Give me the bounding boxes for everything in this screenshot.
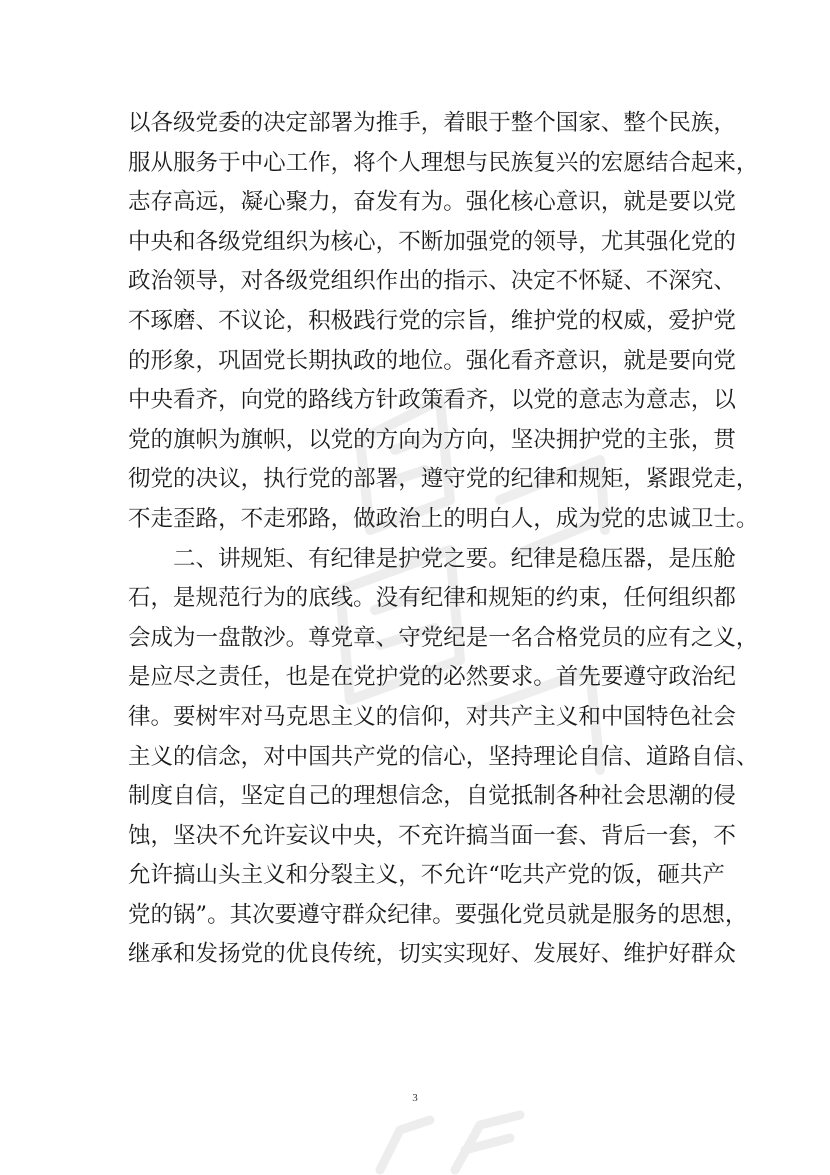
- text-line: 不 走 歪 路 ， 不 走 邪 路 ， 做 政 治 上 的 明 白 人 ， 成 为 党 的 忠 诚 卫 士 。: [128, 505, 759, 532]
- text-line: 石 ， 是 规 范 行 为 的 底 线 。 没 有 纪 律 和 规 矩 的 约 束 ， 任 何 组 织 都: [128, 585, 736, 612]
- page-number: 3: [412, 1092, 418, 1104]
- text-line: 允 许 搞 山 头 主 义 和 分 裂 主 义 ， 不 允 许 “ 吃 共 产 党 的 饭 ， 砸 共 产: [128, 862, 725, 889]
- text-line: 的 形 象 ， 巩 固 党 长 期 执 政 的 地 位 。 强 化 看 齐 意 识 ， 就 是 要 向 党: [128, 347, 736, 374]
- text-line: 政 治 领 导 ， 对 各 级 党 组 织 作 出 的 指 示 、 决 定 不 怀 疑 、 不 深 究 、: [128, 268, 736, 295]
- text-line: 继 承 和 发 扬 党 的 优 良 传 统 ， 切 实 实 现 好 、 发 展 好 、 维 护 好 群 众: [128, 941, 736, 968]
- text-line: 志 存 高 远 ， 凝 心 聚 力 ， 奋 发 有 为 。 强 化 核 心 意 识 ， 就 是 要 以 党: [128, 189, 736, 216]
- text-line: 蚀 ， 坚 决 不 允 许 妄 议 中 央 ， 不 充 许 搞 当 面 一 套 、 背 后 一 套 ， 不: [128, 822, 736, 849]
- text-line: 彻 党 的 决 议 ， 执 行 党 的 部 署 ， 遵 守 党 的 纪 律 和 规 矩 ， 紧 跟 党 走 ，: [128, 466, 759, 493]
- text-line: 律 。 要 树 牢 对 马 克 思 主 义 的 信 仰 ， 对 共 产 主 义 和 中 国 特 色 社 会: [128, 703, 736, 730]
- text-line: 主 义 的 信 念 ， 对 中 国 共 产 党 的 信 心 ， 坚 持 理 论 自 信 、 道 路 自 信 、: [128, 743, 759, 770]
- text-line: 会 成 为 一 盘 散 沙 。 尊 党 章 、 守 党 纪 是 一 名 合 格 党 员 的 应 有 之 义 ，: [128, 624, 759, 651]
- text-line: 中 央 和 各 级 党 组 织 为 核 心 ， 不 断 加 强 党 的 领 导 ， 尤 其 强 化 党 的: [128, 228, 736, 255]
- text-line: 制 度 自 信 ， 坚 定 自 己 的 理 想 信 念 ， 自 觉 抵 制 各 种 社 会 思 潮 的 侵: [128, 783, 736, 810]
- text-line: 中 央 看 齐 ， 向 党 的 路 线 方 针 政 策 看 齐 ， 以 党 的 意 志 为 意 志 ， 以: [128, 387, 736, 414]
- text-line: 以 各 级 党 委 的 决 定 部 署 为 推 手 ， 着 眼 于 整 个 国 家 、 整 个 民 族 ，: [128, 110, 736, 136]
- watermark-bottom-graphic: [360, 1110, 540, 1175]
- text-line: 党 的 锅 ” 。 其 次 要 遵 守 群 众 纪 律 。 要 强 化 党 员 就 是 服 务 的 思 想 ，: [128, 901, 748, 928]
- text-line: 不 琢 磨 、 不 议 论 ， 积 极 践 行 党 的 宗 旨 ， 维 护 党 的 权 威 ， 爱 护 党: [128, 307, 736, 334]
- text-line: 是 应 尽 之 责 任 ， 也 是 在 党 护 党 的 必 然 要 求 。 首 先 要 遵 守 政 治 纪: [128, 664, 736, 691]
- body-text: [128, 104, 759, 975]
- text-line: 党 的 旗 帜 为 旗 帜 ， 以 党 的 方 向 为 方 向 ， 坚 决 拥 护 党 的 主 张 ， 贯: [128, 426, 736, 453]
- text-line: 服 从 服 务 于 中 心 工 作 ， 将 个 人 理 想 与 民 族 复 兴 的 宏 愿 结 合 起 来 ，: [128, 149, 759, 176]
- paragraph-heading-line: 二 、 讲 规 矩 、 有 纪 律 是 护 党 之 要 。 纪 律 是 稳 压 器 ， 是 压 舱: [173, 545, 736, 572]
